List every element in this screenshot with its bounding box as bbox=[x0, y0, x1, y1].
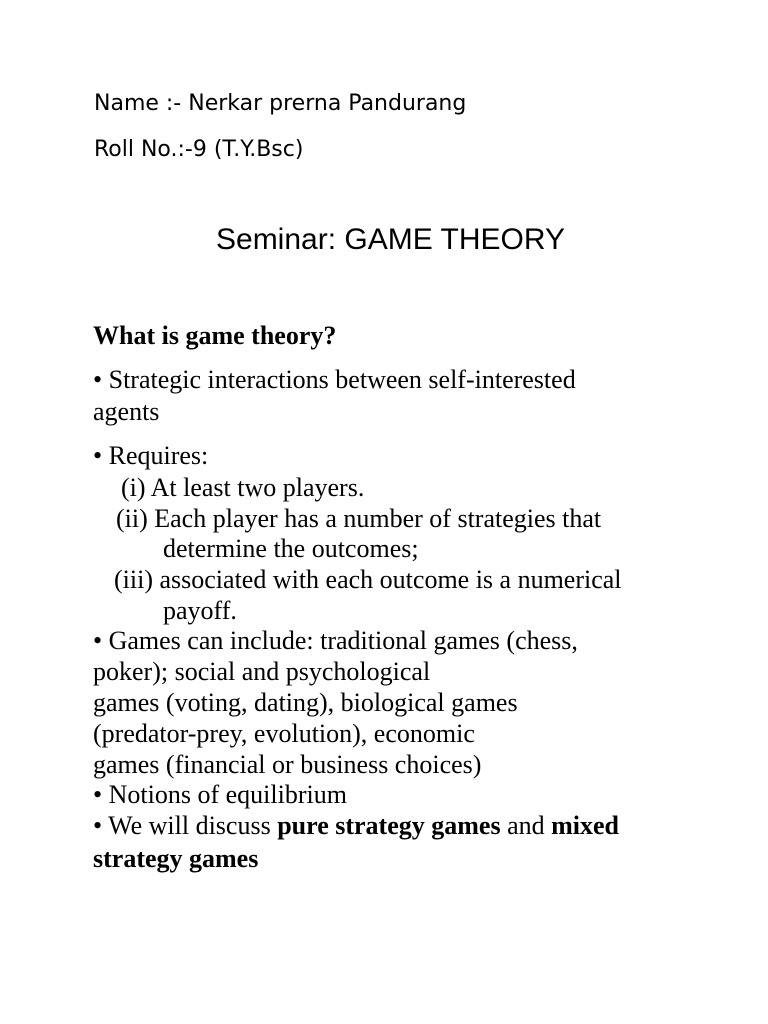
bullet-games-line5: games (financial or business choices) bbox=[93, 750, 482, 779]
page-title: Seminar: GAME THEORY bbox=[216, 223, 565, 256]
bullet-games-line2: poker); social and psychological bbox=[93, 657, 431, 686]
requires-item-2-line1: (ii) Each player has a number of strategies that bbox=[116, 504, 602, 533]
bullet-requires: • Requires: bbox=[93, 441, 209, 470]
discuss-mixed: mixed bbox=[551, 811, 620, 840]
bullet-discuss-line2: strategy games bbox=[93, 844, 259, 873]
requires-item-3-line1: (iii) associated with each outcome is a numerical bbox=[114, 565, 622, 594]
discuss-prefix: • We will discuss bbox=[93, 811, 278, 840]
bullet-games-line1: • Games can include: traditional games (chess, bbox=[93, 626, 578, 655]
requires-item-3-line2: payoff. bbox=[163, 596, 237, 625]
bullet-games-line3: games (voting, dating), biological games bbox=[93, 688, 518, 717]
section-heading: What is game theory? bbox=[93, 321, 337, 350]
requires-item-2-line2: determine the outcomes; bbox=[163, 534, 419, 563]
requires-item-1: (i) At least two players. bbox=[121, 473, 365, 502]
student-name: Name :- Nerkar prerna Pandurang bbox=[94, 91, 467, 116]
bullet-strategic-line2: agents bbox=[93, 397, 160, 426]
discuss-and: and bbox=[500, 811, 552, 840]
bullet-strategic-line1: • Strategic interactions between self-interested bbox=[93, 365, 576, 394]
bullet-notions: • Notions of equilibrium bbox=[93, 780, 347, 809]
bullet-games-line4: (predator-prey, evolution), economic bbox=[93, 719, 475, 748]
roll-number: Roll No.:-9 (T.Y.Bsc) bbox=[94, 137, 304, 162]
discuss-pure-strategy: pure strategy games bbox=[277, 811, 501, 840]
bullet-discuss-line1 bbox=[93, 813, 619, 839]
